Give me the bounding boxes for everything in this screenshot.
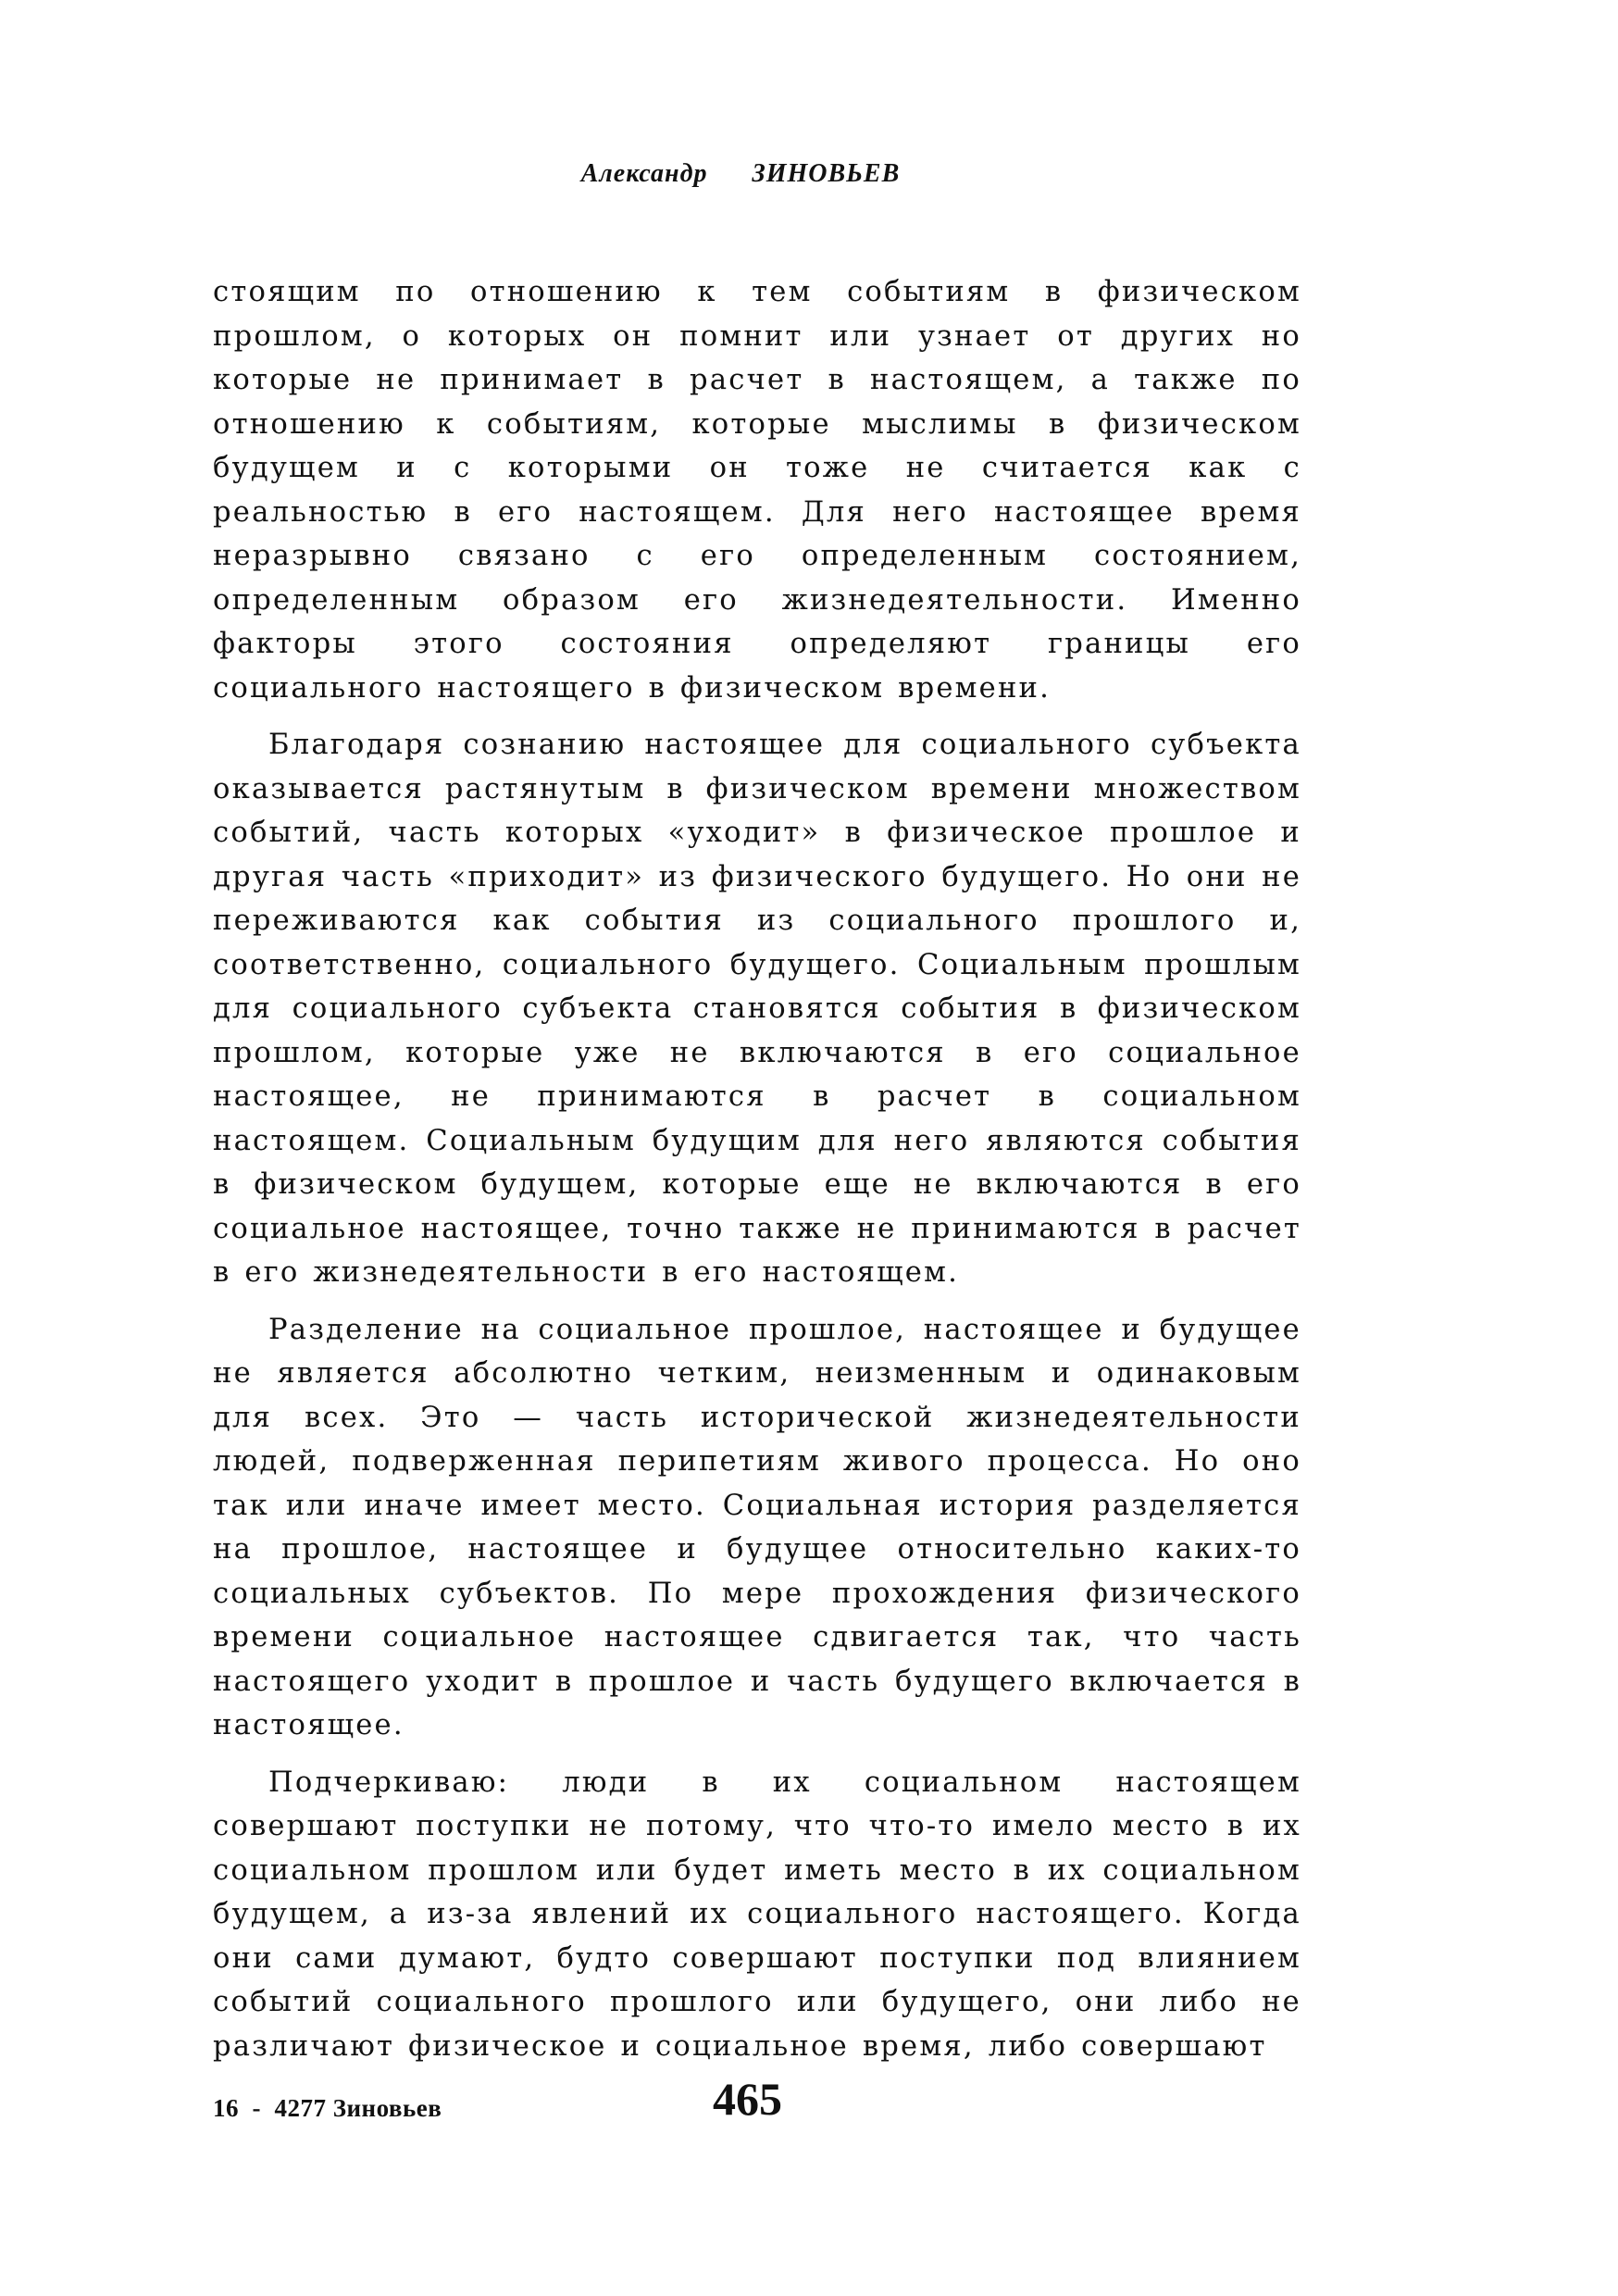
author-last-name: ЗИНОВЬЕВ xyxy=(752,159,901,188)
page-number: 465 xyxy=(713,2073,782,2125)
paragraph: Подчеркиваю: люди в их социальном настоящем совершают поступки не потому, что что-то имело место в их социальном прошлом или будет иметь место в их социальном будущем, а из-за явлений их социального настоящего. Когда они сами думают, будто совершают поступки под влиянием событий социального прошлого или будущего, они либо не различают физическое и социальное время, либо совершают xyxy=(213,1766,1301,2063)
paragraph: Благодаря сознанию настоящее для социального субъекта оказывается растянутым в физическом времени множеством событий, часть которых «уходит» в физическое прошлое и другая часть «приходит» из физического будущего. Но они не переживаются как события из социального прошлого и, соответственно, социального будущего. Социальным прошлым для социального субъекта становятся события в физическом прошлом, которые уже не включаются в его социальное настоящее, не принимаются в расчет в социальном настоящем. Социальным будущим для него являются события в физическом будущем, которые еще не включаются в его социальное настоящее, точно также не принимаются в расчет в его жизнедеятельности в его настоящем. xyxy=(213,729,1301,1289)
running-head xyxy=(0,159,1481,189)
paragraph-continued: стоящим по отношению к тем событиям в физическом прошлом, о которых он помнит или узнает от других но которые не принимает в расчет в настоящем, а также по отношению к событиям, которые мыслимы в физическом будущем и с которыми он тоже не считается как с реальностью в его настоящем. Для него настоящее время неразрывно связано с его определенным состоянием, определенным образом его жизнедеятельности. Именно факторы этого состояния определяют границы его социального настоящего в физическом времени. xyxy=(213,276,1301,705)
author-first-name: Александр xyxy=(580,159,708,188)
paragraph: Разделение на социальное прошлое, настоящее и будущее не является абсолютно четким, неизменным и одинаковым для всех. Это — часть исторической жизнедеятельности людей, подверженная перипетиям живого процесса. Но оно так или иначе имеет место. Социальная история разделяется на прошлое, настоящее и будущее относительно каких-то социальных субъектов. По мере прохождения физического времени социальное настоящее сдвигается так, что часть настоящего уходит в прошлое и часть будущего включается в настоящее. xyxy=(213,1313,1301,1741)
printer-signature: 16 - 4277 Зиновьев xyxy=(213,2094,442,2122)
body-text xyxy=(213,270,1301,2081)
